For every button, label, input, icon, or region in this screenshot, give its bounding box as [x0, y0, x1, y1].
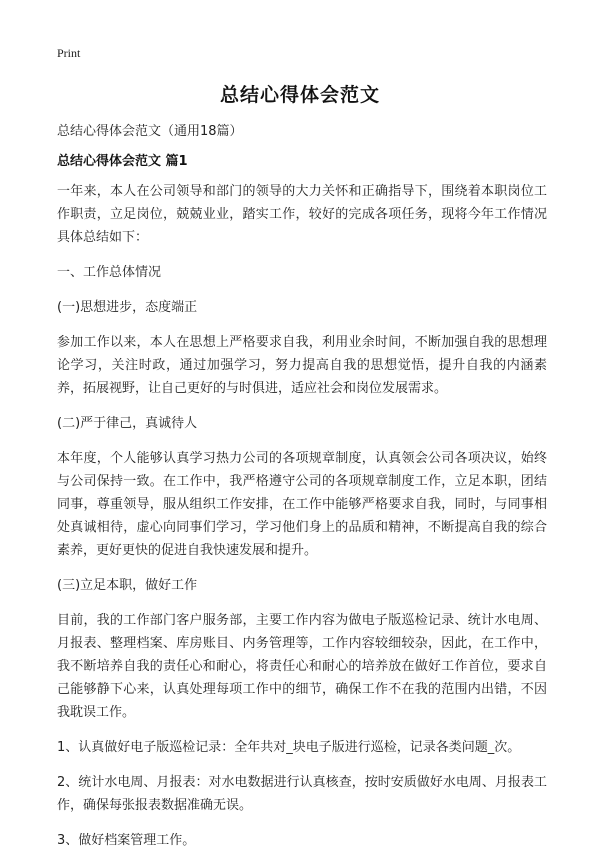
paragraph-work: 目前，我的工作部门客户服务部，主要工作内容为做电子版巡检记录、统计水电周、月报表、整理档案、库房账目、内务管理等，工作内容较细较杂，因此，在工作中，我不断培养自我的责任心和耐心，将责任心和耐心的培养放在做好工作首位，要求自己能够静下心来，认真处理每项工作中的细节，确保工作不在我的范围内出错，不因我耽误工作。: [57, 613, 547, 720]
list-item-inspection: 1、认真做好电子版巡检记录：全年共对_块电子版进行巡检，记录各类问题_次。: [57, 740, 521, 755]
paragraph-intro: 一年来，本人在公司领导和部门的领导的大力关怀和正确指导下，围绕着本职岗位工作职责，立足岗位，兢兢业业，踏实工作，较好的完成各项任务，现将今年工作情况具体总结如下：: [57, 184, 547, 245]
document-body: [57, 180, 547, 864]
page-title: 总结心得体会范文: [219, 84, 380, 106]
heading-overview: 一、工作总体情况: [57, 265, 162, 280]
paragraph-thought: 参加工作以来，本人在思想上严格要求自我，利用业余时间，不断加强自我的思想理论学习，关注时政，通过加强学习，努力提高自我的思想觉悟，提升自我的内涵素养，拓展视野，让自己更好的与时俱进，适应社会和岗位发展需求。: [57, 335, 547, 396]
subheading-thought: (一)思想进步，态度端正: [57, 300, 198, 315]
section-heading: 总结心得体会范文 篇1: [57, 154, 188, 169]
subheading-work: (三)立足本职，做好工作: [57, 578, 198, 593]
subheading-discipline: (二)严于律己，真诚待人: [57, 416, 198, 431]
document-subtitle: 总结心得体会范文（通用18篇）: [57, 124, 243, 139]
print-label[interactable]: Print: [57, 46, 81, 60]
list-item-archives: 3、做好档案管理工作。: [57, 833, 196, 848]
list-item-reports: 2、统计水电周、月报表：对水电数据进行认真核查，按时安质做好水电周、月报表工作，确保每张报表数据准确无误。: [57, 775, 547, 813]
paragraph-discipline: 本年度，个人能够认真学习热力公司的各项规章制度，认真领会公司各项决议，始终与公司保持一致。在工作中，我严格遵守公司的各项规章制度工作，立足本职，团结同事，尊重领导，服从组织工作安排，在工作中能够严格要求自我，同时，与同事相处真诚相待，虚心向同事们学习，学习他们身上的品质和精神，不断提高自我的综合素养，更好更快的促进自我快速发展和提升。: [57, 451, 547, 558]
